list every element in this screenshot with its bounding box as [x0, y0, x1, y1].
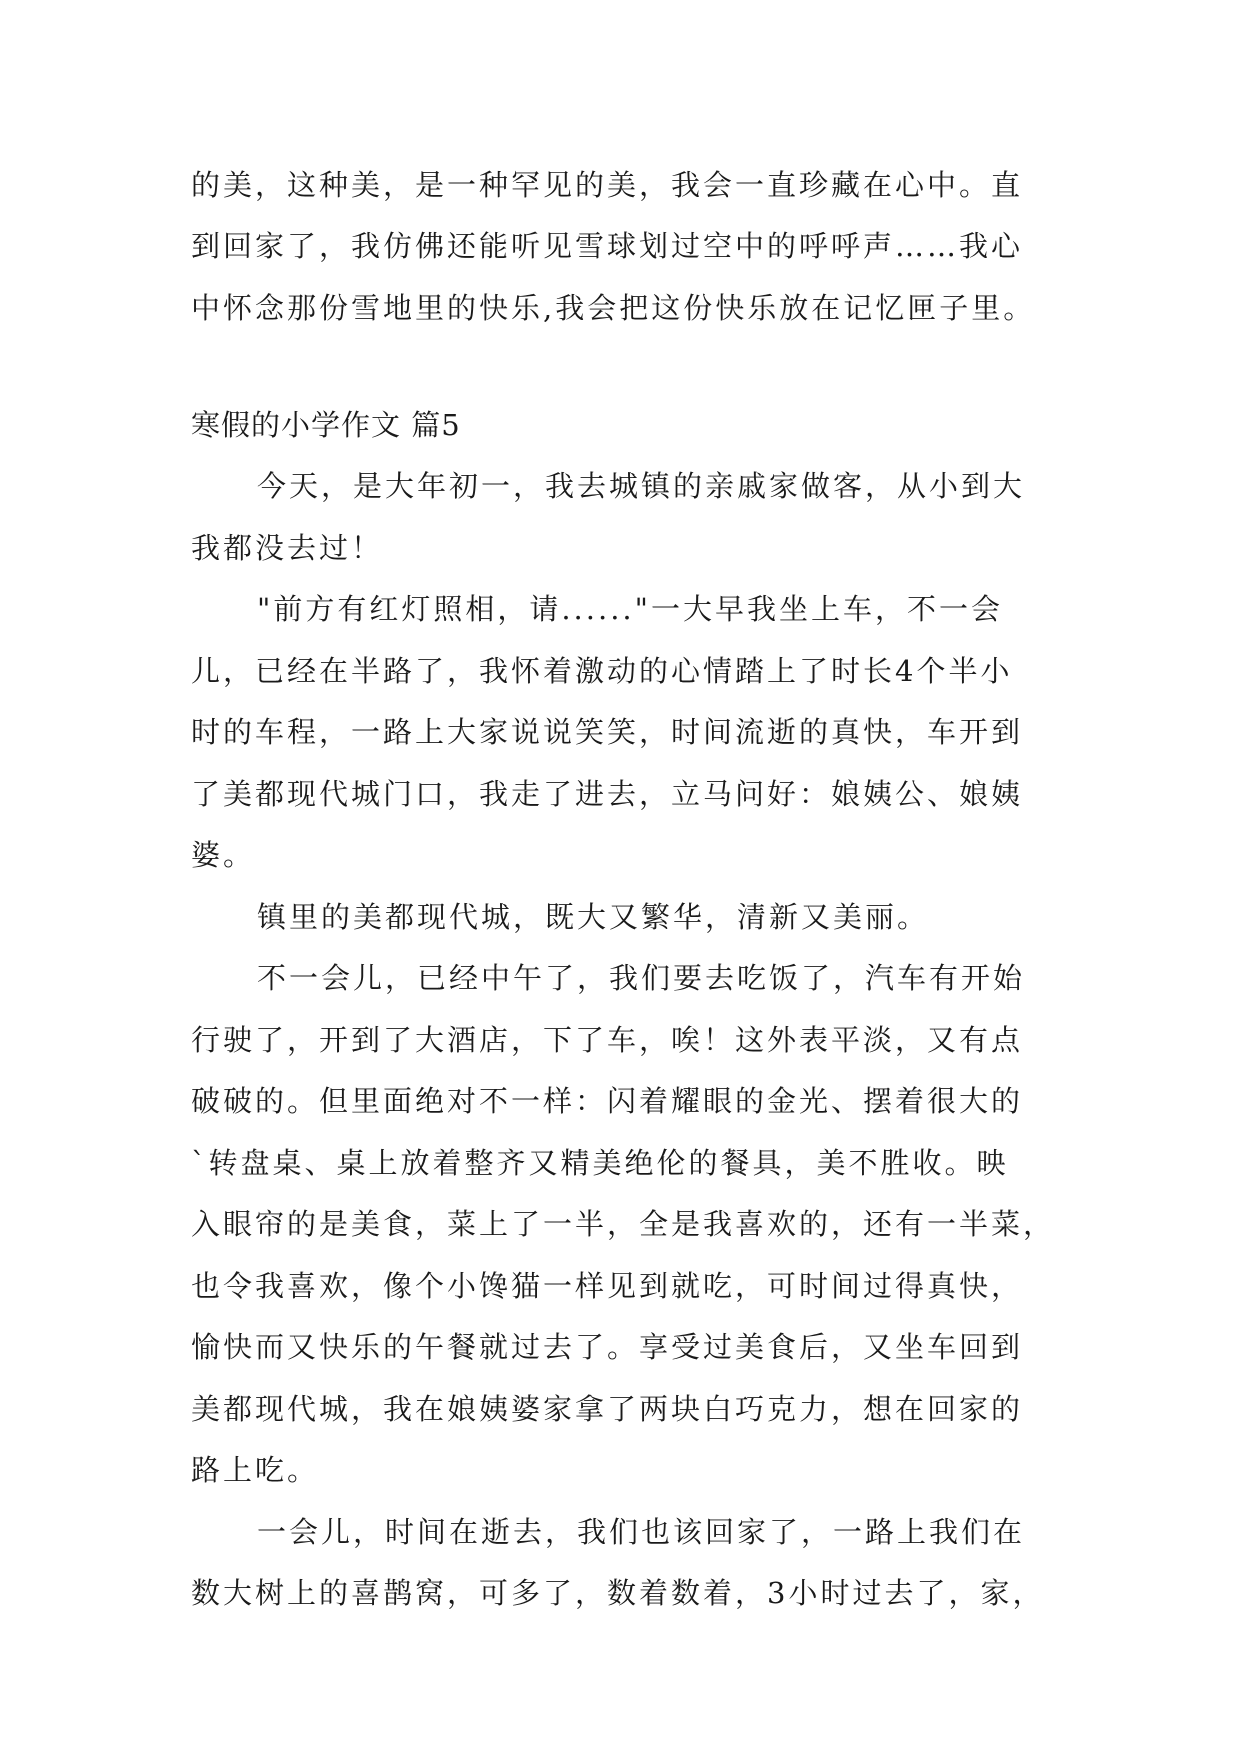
text-line: 破破的。但里面绝对不一样：闪着耀眼的金光、摆着很大的	[191, 1084, 1024, 1118]
text-line: 到回家了，我仿佛还能听见雪球划过空中的呼呼声……我心	[191, 229, 1024, 263]
text-line: 愉快而又快乐的午餐就过去了。享受过美食后，又坐车回到	[191, 1330, 1024, 1364]
text-line: 不一会儿，已经中午了，我们要去吃饭了，汽车有开始	[257, 961, 1026, 995]
text-line: "前方有红灯照相，请......"一大早我坐上车，不一会	[257, 592, 1003, 626]
text-line: 一会儿，时间在逝去，我们也该回家了，一路上我们在	[257, 1515, 1026, 1549]
text-line: 路上吃。	[191, 1453, 320, 1487]
section-heading: 寒假的小学作文 篇5	[191, 408, 461, 442]
text-line: 也令我喜欢，像个小馋猫一样见到就吃，可时间过得真快，	[191, 1269, 1024, 1303]
text-line: `转盘桌、桌上放着整齐又精美绝伦的餐具，美不胜收。映	[191, 1146, 1009, 1180]
text-line: 入眼帘的是美食，菜上了一半，全是我喜欢的，还有一半菜，	[191, 1207, 1056, 1241]
text-line: 镇里的美都现代城，既大又繁华，清新又美丽。	[257, 900, 930, 934]
text-line: 了美都现代城门口，我走了进去，立马问好：娘姨公、娘姨	[191, 777, 1024, 811]
text-line: 美都现代城，我在娘姨婆家拿了两块白巧克力，想在回家的	[191, 1392, 1024, 1426]
text-line: 中怀念那份雪地里的快乐,我会把这份快乐放在记忆匣子里。	[191, 291, 1036, 325]
text-line: 婆。	[191, 838, 256, 872]
text-line: 数大树上的喜鹊窝，可多了，数着数着，3小时过去了，家，	[191, 1576, 1045, 1610]
text-line: 我都没去过！	[191, 531, 384, 565]
text-line: 的美，这种美，是一种罕见的美，我会一直珍藏在心中。直	[191, 168, 1024, 202]
text-line: 时的车程，一路上大家说说笑笑，时间流逝的真快，车开到	[191, 715, 1024, 749]
text-line: 儿，已经在半路了，我怀着激动的心情踏上了时长4个半小	[191, 654, 1013, 688]
text-line: 今天，是大年初一，我去城镇的亲戚家做客，从小到大	[257, 469, 1026, 503]
text-line: 行驶了，开到了大酒店，下了车，唉！这外表平淡，又有点	[191, 1023, 1024, 1057]
